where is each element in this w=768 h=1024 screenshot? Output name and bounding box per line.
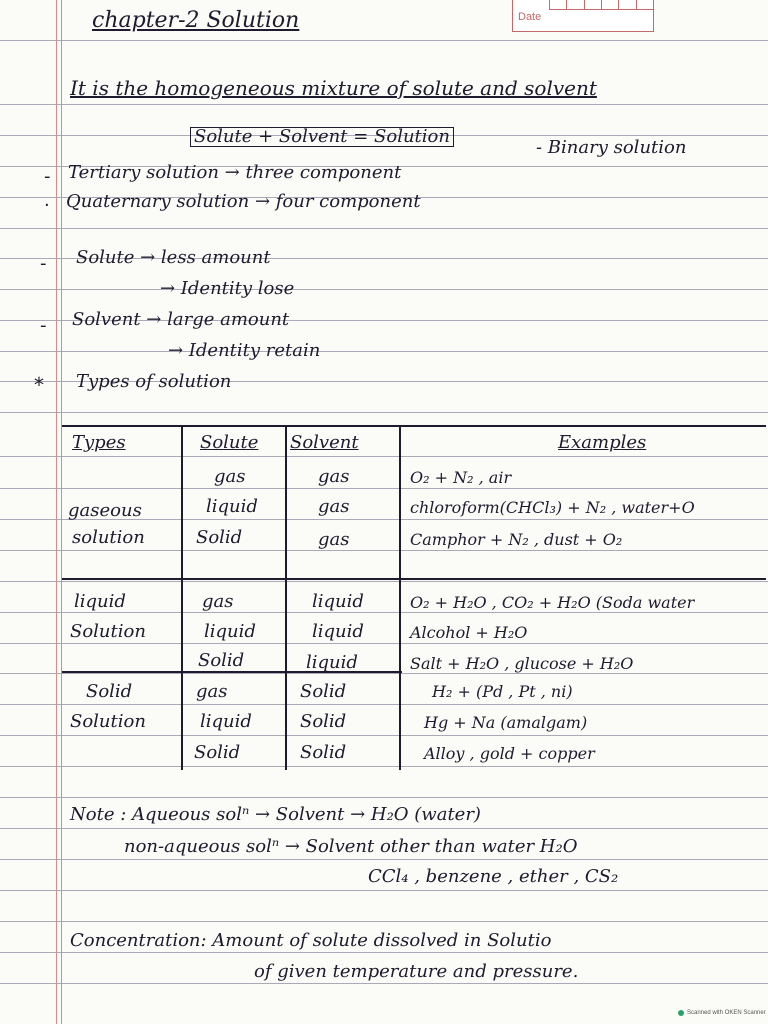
margin-line: [56, 0, 57, 1024]
ruled-line: [0, 550, 768, 551]
bullet: -: [40, 315, 47, 336]
table-cell-solvent: Solid: [300, 681, 347, 702]
ruled-line: [0, 488, 768, 489]
solvent-line-1: Solvent → large amount: [72, 309, 290, 330]
tertiary-text: Tertiary solution → three component: [68, 162, 402, 183]
ruled-line: [0, 289, 768, 290]
solution-equation: Solute + Solvent = Solution: [190, 127, 454, 147]
type-label: solution: [72, 527, 145, 548]
table-cell-solvent: Solid: [300, 742, 347, 763]
ruled-line: [0, 351, 768, 352]
solvent-line-2: → Identity retain: [168, 340, 321, 361]
table-cell-example: Salt + H₂O , glucose + H₂O: [410, 654, 634, 673]
ruled-line: [0, 104, 768, 105]
header-types: Types: [72, 432, 126, 453]
date-box: [512, 0, 654, 32]
table-cell-solute: gas: [196, 681, 228, 702]
table-cell-example: chloroform(CHCl₃) + N₂ , water+O: [410, 498, 695, 517]
table-top-border: [62, 425, 766, 427]
table-cell-solute: liquid: [204, 621, 256, 642]
ruled-line: [0, 228, 768, 229]
quaternary-text: Quaternary solution → four component: [66, 191, 421, 212]
ruled-line: [0, 828, 768, 829]
table-column-divider: [285, 425, 287, 770]
bullet: -: [44, 166, 51, 187]
table-cell-solvent: liquid: [312, 621, 364, 642]
type-label: Solid: [86, 681, 133, 702]
date-label: Date: [518, 11, 542, 23]
table-cell-solvent: liquid: [312, 591, 364, 612]
table-cell-solvent: gas: [318, 466, 350, 487]
ruled-line: [0, 983, 768, 984]
type-label: liquid: [74, 591, 126, 612]
table-cell-solvent: gas: [318, 529, 350, 550]
margin-line: [61, 0, 62, 1024]
concentration-line-2: of given temperature and pressure.: [254, 961, 579, 982]
table-cell-solute: gas: [202, 591, 234, 612]
ruled-line: [0, 704, 768, 705]
table-cell-solute: Solid: [194, 742, 241, 763]
table-cell-example: Alcohol + H₂O: [410, 623, 528, 642]
type-label: Solution: [70, 621, 146, 642]
table-group-divider: [62, 578, 766, 580]
header-solvent: Solvent: [290, 432, 359, 453]
bullet: -: [40, 253, 47, 274]
table-cell-example: H₂ + (Pd , Pt , ni): [432, 682, 573, 701]
solute-line-1: Solute → less amount: [76, 247, 271, 268]
table-cell-example: Camphor + N₂ , dust + O₂: [410, 530, 623, 549]
ruled-line: [0, 40, 768, 41]
ruled-line: [0, 921, 768, 922]
note-line-3: CCl₄ , benzene , ether , CS₂: [368, 866, 619, 887]
table-cell-solvent: Solid: [300, 711, 347, 732]
note-line-2: non-aqueous solⁿ → Solvent other than water H₂O: [124, 836, 578, 857]
types-heading: Types of solution: [76, 371, 232, 392]
table-cell-example: O₂ + N₂ , air: [410, 468, 512, 487]
note-line-1: Note : Aqueous solⁿ → Solvent → H₂O (water): [70, 804, 481, 825]
ruled-line: [0, 673, 768, 674]
ruled-line: [0, 952, 768, 953]
ruled-line: [0, 766, 768, 767]
page-title: chapter-2 Solution: [92, 8, 300, 33]
table-cell-solvent: liquid: [306, 652, 358, 673]
ruled-line: [0, 859, 768, 860]
table-column-divider: [181, 425, 183, 770]
concentration-line-1: Concentration: Amount of solute dissolved in Solutio: [70, 930, 552, 951]
scanner-text: Scanned with OKEN Scanner: [687, 1010, 766, 1016]
binary-solution-label: - Binary solution: [536, 137, 687, 158]
scanner-watermark: [678, 1010, 766, 1016]
table-column-divider: [399, 425, 401, 770]
table-cell-solute: liquid: [206, 496, 258, 517]
table-cell-solute: gas: [214, 466, 246, 487]
asterisk-icon: *: [34, 373, 44, 397]
table-cell-solvent: gas: [318, 496, 350, 517]
ruled-line: [0, 643, 768, 644]
table-cell-solute: Solid: [196, 527, 243, 548]
table-cell-example: Hg + Na (amalgam): [424, 713, 588, 732]
ruled-line: [0, 735, 768, 736]
table-cell-solute: liquid: [200, 711, 252, 732]
ruled-line: [0, 581, 768, 582]
ruled-line: [0, 797, 768, 798]
type-label: gaseous: [68, 500, 142, 521]
scanner-logo-icon: [678, 1010, 684, 1016]
header-examples: Examples: [558, 432, 647, 453]
ruled-line: [0, 412, 768, 413]
solute-line-2: → Identity lose: [160, 278, 295, 299]
bullet: ·: [44, 195, 50, 216]
header-solute: Solute: [200, 432, 259, 453]
table-cell-solute: Solid: [198, 650, 245, 671]
definition-text: It is the homogeneous mixture of solute and solvent: [70, 76, 597, 100]
table-cell-example: O₂ + H₂O , CO₂ + H₂O (Soda water: [410, 593, 695, 612]
ruled-line: [0, 890, 768, 891]
ruled-line: [0, 456, 768, 457]
table-cell-example: Alloy , gold + copper: [424, 744, 595, 763]
type-label: Solution: [70, 711, 146, 732]
ruled-line: [0, 612, 768, 613]
